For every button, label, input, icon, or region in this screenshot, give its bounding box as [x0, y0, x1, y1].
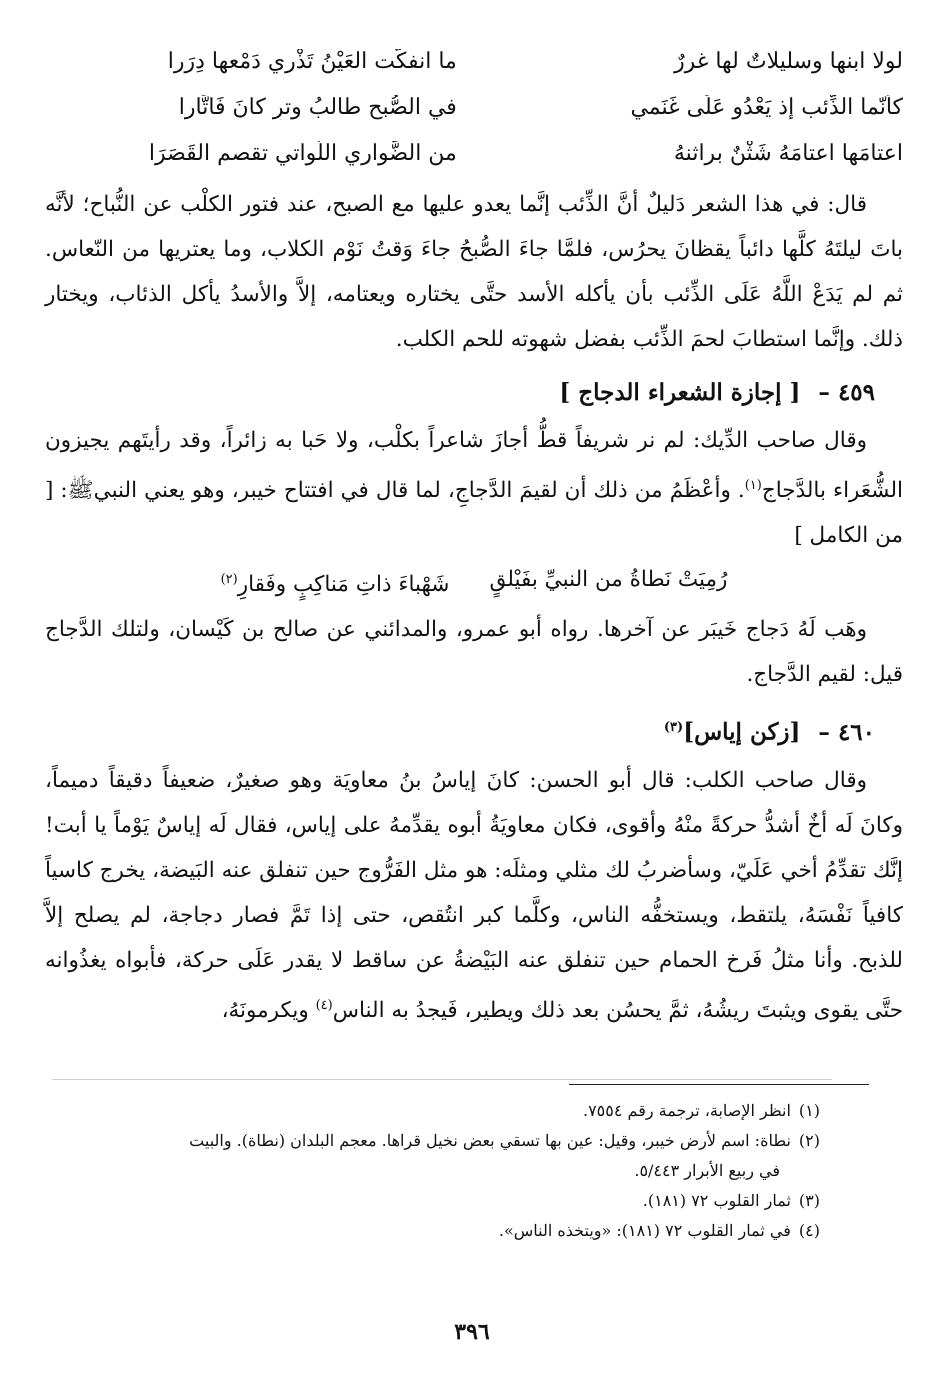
verse-second-hemistich	[221, 558, 450, 607]
footnote-1	[45, 1096, 820, 1126]
footnote-3	[45, 1186, 820, 1216]
footnote-text: نطاة: اسم لأرض خيبر، وقيل: عين بها تسقي بعض نخيل قراها. معجم البلدان (نطاة). والبيت	[189, 1131, 791, 1150]
footnote-number: (٤)	[798, 1221, 820, 1240]
section-number: ٤٥٩ –	[818, 379, 875, 406]
footnote-text: ثمار القلوب ٧٢ (١٨١).	[642, 1191, 791, 1210]
paragraph-text: ويكرمونَهُ،	[221, 998, 316, 1024]
verse-text: شَهْباءَ ذاتِ مَناكِبٍ وفَقارِ	[237, 572, 450, 598]
main-text	[45, 38, 903, 1033]
verse-first-hemistich: رُمِيَتْ نَطاةُ من النبيِّ بفَيْلقٍ	[489, 567, 728, 593]
footnote-text: في ثمار القلوب ٧٢ (١٨١): «ويتخذه الناس».	[498, 1221, 791, 1240]
footnote-marker: (٣)	[663, 720, 684, 736]
paragraph-text: وقال صاحب الكلب: قال أبو الحسن: كانَ إياسُ بنُ معاويَة وهو صغيرٌ، ضعيفاً دقيقاً دميماً، وكانَ لَه أخٌ أشدُّ حركةً منْهُ وأقوى، فكان معاويَةُ أبوه يقدِّمهُ على إياس، فقال لَه إياسٌ يَوْماً يا أبت! إنَّك تقدِّمُ أخي عَلَيّ، وسأضربُ لك مثلي ومثلَه: هو مثل الفَرُّوج حين تنفلق عنه البَيضة، يخرج كاسياً كافياً نَفْسَهُ، يلتقط، ويستخفُّه الناس، وكلَّما كبر انتُقص، حتى إذا تَمَّ فصار دجاجة، لم يصلح إلاَّ للذبح. وأنا مثلُ فَرخ الحمام حين تنفلق عنه البَيْضةُ عن ساقط لا يقدر عَلَى حركة، فأبواه يغذُوانه حتَّى يقوى ويثبتَ ريشُهُ، ثمَّ يحسُن بعد ذلك ويطير، فَيجدُ به الناس	[45, 767, 903, 1024]
verse-second-hemistich: ما انفكّت العَيْنُ تَذْري دَمْعها دِرَرا	[167, 48, 457, 74]
section-title: [زكن إياس]	[683, 718, 801, 746]
verse-second-hemistich: من الضَّواري اللّواتي تقصم القَصَرَا	[148, 140, 457, 166]
section-title: [ إجازة الشعراء الدجاج ]	[559, 379, 801, 406]
poem-verse-2	[45, 84, 903, 130]
footnote-marker: (١)	[744, 478, 762, 493]
paragraph-wolf-commentary: قال: في هذا الشعر دَليلٌ أنَّ الذِّئب إنَّما يعدو عليها مع الصبح، عند فتور الكلْب عن النُّباح؛ لأنَّه باتَ ليلتَهُ كلَّها دائباً يقظانَ يحرُس، فلمَّا جاءَ الصُّبحُ جاءَ وَقتُ نَوْم الكلاب، وما يعتريها من النّعاس. ثم لم يَدَعْ اللَّهُ عَلَى الذِّئب بأن يأكله الأسد حتَّى يختاره ويعتامه، إلاَّ والأسدُ يأكل الذئاب، ويختار ذلك. وإنَّما استطابَ لحمَ الذِّئب بفضل شهوته للحم الكلب.	[45, 192, 903, 352]
footnote-separator	[569, 1084, 869, 1085]
verse-first-hemistich: كأنّما الذِّئب إذ يَعْدُو عَلَى غَنَمي	[630, 94, 903, 120]
verse-second-hemistich: في الصُّبح طالبُ وِترٍ كانَ فَاتَّارا	[178, 94, 457, 120]
verse-natat	[45, 558, 903, 607]
footnote-number: (١)	[798, 1101, 820, 1120]
paragraph-text: وقال صاحب الدِّيك: لم نر شريفاً قطُّ أجازَ شاعراً بكلْب، ولا حَبا به زائراً، وقد رأيتَهم يجيزون الشُّعَراء بالدَّجاج	[45, 428, 903, 504]
verse-first-hemistich: لولا ابنها وسليلاتٌ لها غررٌ	[674, 48, 903, 74]
paragraph-khaybar-chickens: وهَب لَهُ دَجاج خَيبَر عن آخرها. رواه أبو عمرو، والمدائني عن صالح بن كَيْسان، ولتلك الدَّجاج قيل: لقيم الدَّجاج.	[45, 617, 903, 688]
footnote-4	[45, 1216, 820, 1246]
section-heading-460	[45, 703, 903, 758]
text-baseline-rule	[52, 1079, 832, 1080]
footnote-text: انظر الإصابة، ترجمة رقم ٧٥٥٤.	[582, 1101, 791, 1120]
paragraph-iyas	[45, 758, 903, 1033]
section-number: ٤٦٠ –	[818, 718, 875, 746]
page-number: ٣٩٦	[454, 1319, 490, 1345]
footnote-2	[45, 1126, 820, 1186]
footnotes	[45, 1096, 820, 1246]
section-heading-459	[45, 368, 903, 418]
poem	[45, 38, 903, 176]
verse-first-hemistich: اعتامَها اعتامَهُ شَثْنٌ براثنهُ	[673, 140, 903, 166]
footnote-continuation: في ربيع الأبرار ٥/٤٤٣.	[634, 1161, 780, 1180]
footnote-number: (٣)	[798, 1191, 820, 1210]
footnote-marker: (٤)	[315, 997, 333, 1013]
poem-verse-1	[45, 38, 903, 84]
footnote-number: (٢)	[798, 1131, 820, 1150]
paragraph-poets-chickens	[45, 418, 903, 558]
paragraph-text: . وأعْظَمُ من ذلك أن لقيمَ الدَّجاجِ، لما قال في افتتاح خيبر، وهو يعني النبيﷺ: [ من الكامل ]	[45, 478, 903, 549]
poem-verse-3	[45, 130, 903, 176]
footnote-marker: (٢)	[220, 572, 238, 588]
